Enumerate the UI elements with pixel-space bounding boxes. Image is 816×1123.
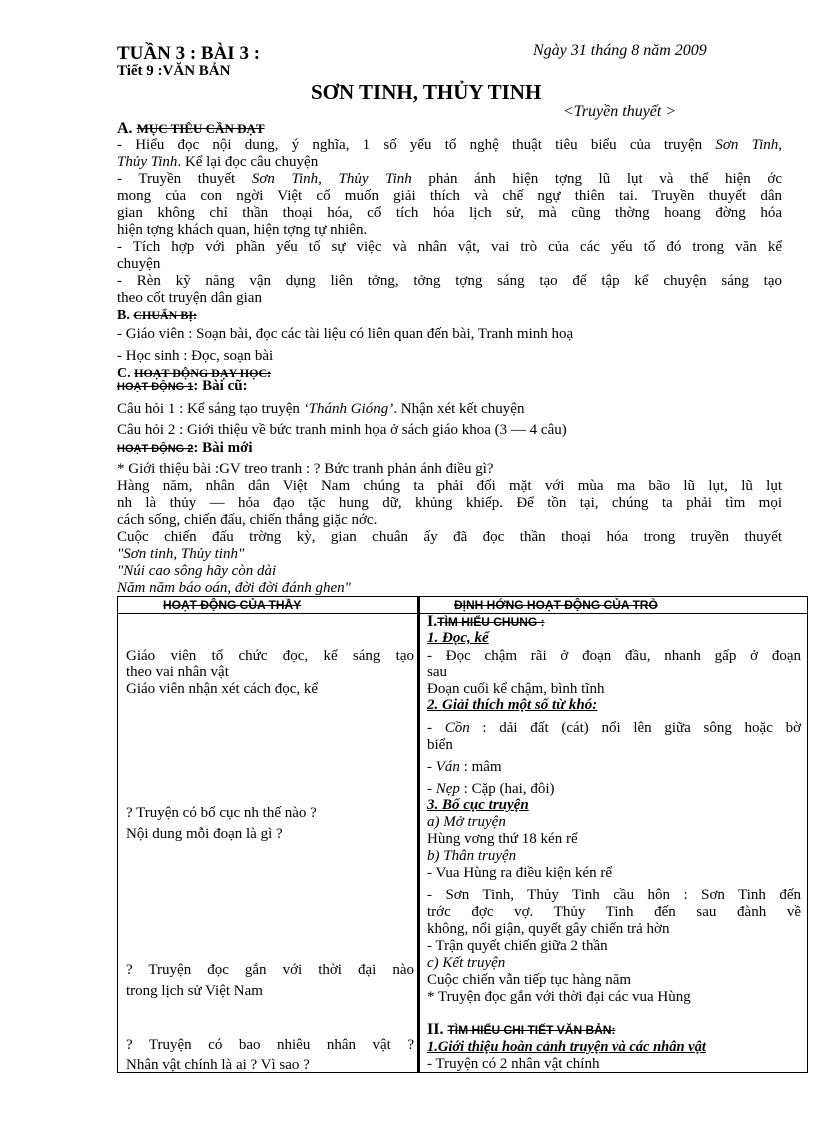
student-r1-line-3: Đoạn cuối kể chậm, bình tĩnh: [427, 681, 605, 697]
student-r1-title: 1. Đọc, kể: [427, 630, 489, 646]
student-section-1-title: TÌM HIỂU CHUNG :: [437, 615, 545, 629]
a-line-6: hiện tợng khách quan, hiện tợng tự nhiên.: [117, 222, 368, 238]
table-border-right: [807, 596, 808, 1073]
activity-2-label: HOẠT ĐỘNG 2: [117, 443, 194, 455]
b-line-1: - Giáo viên : Soạn bài, đọc các tài liệu có liên quan đến bài, Tranh minh hoạ: [117, 326, 574, 342]
student-section-2-title: TÌM HIỂU CHI TIẾT VĂN BẢN:: [447, 1023, 616, 1037]
table-header-teacher: HOẠT ĐỘNG CỦA THẦY: [163, 598, 302, 612]
table-header-student: ĐỊNH HỚNG HOẠT ĐỘNG CỦA TRÒ: [454, 598, 658, 612]
quote-line-2: "Núi cao sông hãy còn dài: [117, 563, 277, 579]
a-line-8: chuyện: [117, 256, 161, 272]
week-lesson: TUẦN 3 : BÀI 3 :: [117, 43, 261, 64]
quote-line-3: Năm năm báo oán, đời đời đánh ghen": [117, 580, 351, 596]
student-r3b-label: b) Thân truyện: [427, 848, 517, 864]
a-line-7: - Tích hợp với phần yếu tố sự việc và nhân vật, vai trò của các yếu tố đó trong văn kể: [117, 239, 782, 255]
intro-line-1: * Giới thiệu bài :GV treo tranh : ? Bức tranh phản ánh điều gì?: [117, 461, 494, 477]
teacher-g1-line-2: theo vai nhân vật: [126, 664, 229, 680]
student-r3b-more-3: không, nổi giận, quyết gây chiến trả hờn: [427, 921, 670, 937]
intro-line-2: Hàng năm, nhân dân Việt Nam chúng ta phải đối mặt với mùa ma bão lũ lụt, lũ lụt: [117, 478, 782, 494]
student-r2-nep-word: Nẹp: [435, 781, 460, 797]
section-c-prefix: C.: [117, 366, 131, 381]
student-section-2-prefix: II.: [427, 1021, 444, 1038]
activity-1-label: HOẠT ĐỘNG 1: [117, 381, 194, 393]
section-b-heading: [117, 307, 197, 324]
student-r3b-more-4: - Trận quyết chiến giữa 2 thần: [427, 938, 608, 954]
lesson-date: Ngày 31 tháng 8 năm 2009: [533, 42, 707, 59]
a-line-5: gian không chỉ thần thoại hóa, cổ tích hóa lịch sử, mà cũng thờng hoang đờng hóa: [117, 205, 782, 221]
teacher-g1-line-3: Giáo viên nhận xét cách đọc, kể: [126, 681, 319, 697]
section-c-title: HOẠT ĐỘNG DẠY HỌC:: [134, 366, 272, 380]
student-r2-con-cont: biển: [427, 737, 453, 753]
teacher-g4-line-2: Nhân vật chính là ai ? Vì sao ?: [126, 1057, 310, 1073]
student-section-2-line: - Truyện có 2 nhân vật chính: [427, 1056, 600, 1072]
student-r3c-text: Cuộc chiến vẫn tiếp tục hàng năm: [427, 972, 632, 988]
period-heading: [117, 63, 230, 79]
student-section-2-heading: [427, 1021, 615, 1039]
student-section-2-sub: 1.Giới thiệu hoàn cảnh truyện và các nhân vật: [427, 1039, 706, 1055]
student-r2-title: 2. Giải thích một số từ khó:: [427, 697, 598, 713]
activity-1-title: : Bài cũ:: [193, 378, 248, 394]
student-r3c-label: c) Kết truyện: [427, 955, 506, 971]
student-r1-line-1: - Đọc chậm rãi ở đoạn đầu, nhanh gấp ở đoạn: [427, 648, 801, 664]
table-border-top: [117, 596, 808, 597]
student-r2-van-word: Ván: [435, 759, 460, 775]
teacher-g4-line-1: ? Truyện có bao nhiêu nhân vật ?: [126, 1037, 414, 1053]
a-line-4: mong của con ngời Việt cổ muốn giải thích và chế ngự thiên tai. Truyền thuyết dân: [117, 188, 782, 204]
activity-1-heading: [117, 378, 248, 396]
page-subtitle: <Truyền thuyết >: [563, 103, 677, 120]
section-a-heading: [117, 120, 265, 138]
section-a-prefix: A.: [117, 120, 133, 137]
teacher-g2-line-1: ? Truyện có bố cục nh thế nào ?: [126, 805, 317, 821]
student-r2-nep-def: : Cặp (hai, đôi): [459, 781, 555, 797]
teacher-g1-line-1: Giáo viên tổ chức đọc, kể sáng tạo: [126, 648, 414, 664]
student-r3-title: 3. Bố cục truyện: [427, 797, 529, 813]
section-b-prefix: B.: [117, 308, 130, 323]
a-line-10: theo cốt truyện dân gian: [117, 290, 262, 306]
activity-2-heading: [117, 440, 253, 458]
quote-line-1: "Sơn tinh, Thủy tinh": [117, 546, 245, 562]
student-r3b-more-2: trớc đợc vợ. Thủy Tinh đến sau đành về: [427, 904, 801, 920]
student-r3b-more-1: - Sơn Tinh, Thủy Tinh cầu hôn : Sơn Tinh đến: [427, 887, 801, 903]
student-r2-van: - Ván : mâm: [427, 759, 502, 775]
a-line-3: - Truyền thuyết Sơn Tinh, Thủy Tinh phản ánh hiện tợng lũ lụt và thể hiện ớc: [117, 171, 782, 187]
student-r2-con-def: : dải đất (cát) nổi lên giữa sông hoặc bờ: [469, 720, 802, 736]
a-line-2: Thủy Tinh. Kể lại đọc câu chuyện: [117, 154, 319, 170]
teacher-g3-line-2: trong lịch sử Việt Nam: [126, 983, 263, 999]
intro-line-3: nh là thủy — hỏa đạo tặc hung dữ, khủng khiếp. Để tồn tại, chúng ta phải tìm mọi: [117, 495, 782, 511]
student-r3a-text: Hùng vơng thứ 18 kén rể: [427, 831, 578, 847]
student-r3b-text: - Vua Hùng ra điều kiện kén rể: [427, 865, 613, 881]
student-r2-van-def: : mâm: [459, 759, 502, 775]
student-r2-nep: - Nẹp : Cặp (hai, đôi): [427, 781, 555, 797]
a-line-1: - Hiểu đọc nội dung, ý nghĩa, 1 số yếu tố nghệ thuật tiêu biểu của truyện Sơn Tinh,: [117, 137, 783, 153]
intro-line-5: Cuộc chiến đấu trờng kỳ, gian chuân ấy đã đọc thần thoại hóa trong truyền thuyết: [117, 529, 782, 545]
a-line-9: - Rèn kỹ năng vận dụng liên tởng, tởng tợng sáng tạo để tập kể chuyện sáng tạo: [117, 273, 782, 289]
student-r2-con: - Cồn : dải đất (cát) nổi lên giữa sông hoặc bờ: [427, 720, 802, 736]
intro-line-4: cách sống, chiến đấu, chiến thắng giặc nớc.: [117, 512, 378, 528]
student-section-1-prefix: I.: [427, 613, 438, 630]
section-b-title: CHUẨN BỊ:: [133, 308, 198, 322]
table-border-left: [117, 596, 118, 1073]
student-section-1-heading: [427, 613, 545, 631]
page-title: SƠN TINH, THỦY TINH: [311, 80, 542, 104]
teacher-g3-line-1: ? Truyện đọc gắn với thời đại nào: [126, 962, 414, 978]
period-label: Tiết 9: [117, 63, 154, 79]
student-r2-con-word: Cồn: [444, 720, 470, 736]
student-r3a-label: a) Mở truyện: [427, 814, 506, 830]
section-a-title: MỤC TIÊU CẦN ĐẠT: [136, 121, 265, 136]
student-r3c-note: * Truyện đọc gắn với thời đại các vua Hùng: [427, 989, 691, 1005]
activity-1-question-2: Câu hỏi 2 : Giới thiệu về bức tranh minh họa ở sách giáo khoa (3 — 4 câu): [117, 422, 567, 438]
activity-1-question-1: Câu hỏi 1 : Kể sáng tạo truyện ‘Thánh Gióng’. Nhận xét kết chuyện: [117, 401, 525, 417]
b-line-2: - Học sinh : Đọc, soạn bài: [117, 348, 274, 364]
period-suffix: :VĂN BẢN: [153, 63, 231, 79]
table-column-divider: [417, 596, 420, 1073]
student-r1-line-2: sau: [427, 664, 447, 680]
activity-2-title: : Bài mới: [193, 440, 253, 456]
teacher-g2-line-2: Nội dung mỗi đoạn là gì ?: [126, 826, 283, 842]
